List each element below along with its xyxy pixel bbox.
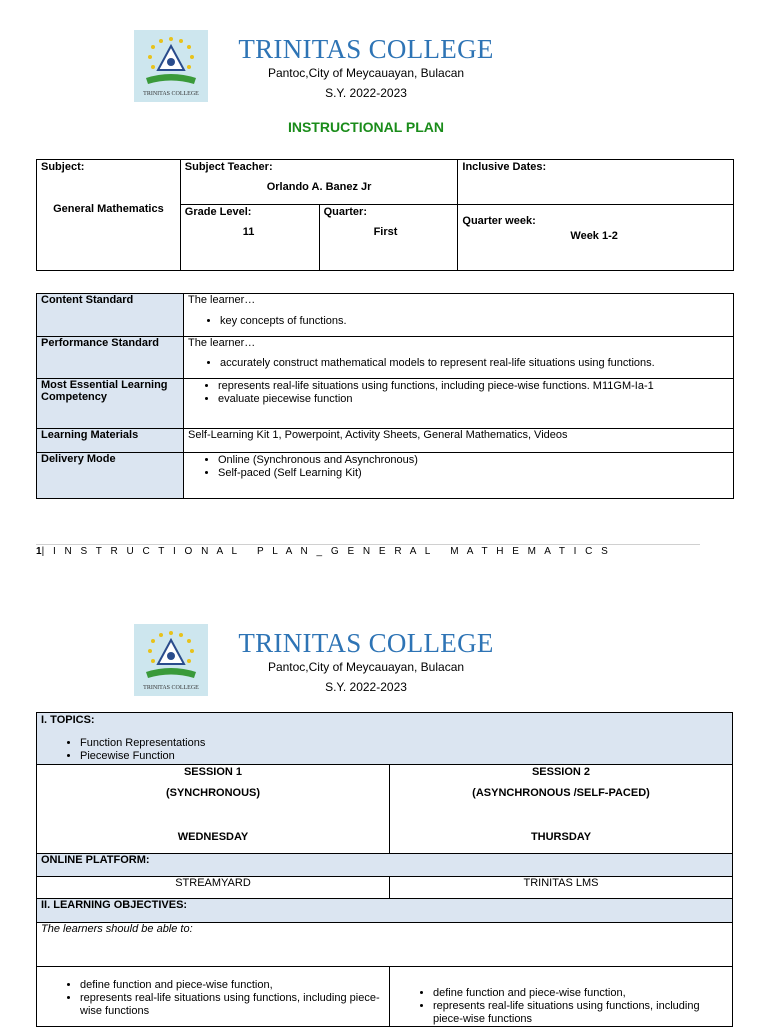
list-item: • evaluate piecewise function — [218, 393, 729, 406]
melc-label: Most Essential Learning Competency — [37, 379, 184, 429]
plan-title: INSTRUCTIONAL PLAN — [287, 119, 445, 135]
melc-list — [188, 380, 729, 406]
school-year-2: S.Y. 2022-2023 — [325, 680, 407, 694]
college-address-2: Pantoc,City of Meycauayan, Bulacan — [267, 660, 465, 674]
performance-standard-intro: The learner… — [188, 337, 256, 349]
logo-text: TRINITAS COLLEGE — [143, 91, 199, 97]
footer-text: | I N S T R U C T I O N A L P L A N _ G E N E R A L M A T H E M A T I C S — [41, 546, 611, 557]
list-item: • key concepts of functions. — [220, 315, 729, 328]
teacher-value: Orlando A. Banez Jr — [266, 181, 372, 193]
subject-value: General Mathematics — [53, 203, 164, 215]
list-item: • Function Representations — [80, 737, 728, 750]
footer-divider — [36, 544, 700, 545]
quarter-label: Quarter: — [323, 206, 367, 218]
delivery-cell — [184, 453, 734, 499]
objectives2-list — [394, 987, 728, 1026]
week-cell — [458, 205, 734, 271]
session1-type: (SYNCHRONOUS) — [165, 787, 261, 799]
teacher-cell — [180, 160, 458, 205]
school-year: S.Y. 2022-2023 — [325, 86, 407, 100]
subject-label: Subject: — [41, 161, 85, 173]
session1-cell — [37, 765, 390, 854]
college-name-2: TRINITAS COLLEGE — [238, 628, 494, 658]
list-item: • represents real-life situations using functions, including piece-wise functions — [80, 992, 385, 1018]
subject-cell — [37, 160, 181, 271]
session2-day: THURSDAY — [530, 831, 592, 843]
objectives-intro: The learners should be able to: — [37, 923, 733, 967]
list-item: • represents real-life situations using functions, including piece-wise functions. M11GM-Ia-1 — [218, 380, 729, 393]
content-standard-label: Content Standard — [37, 294, 184, 337]
content-standard-intro: The learner… — [188, 294, 256, 306]
objectives1-cell — [37, 967, 390, 1027]
grade-label: Grade Level: — [184, 206, 252, 218]
delivery-list — [188, 454, 729, 480]
teacher-label: Subject Teacher: — [184, 161, 273, 173]
session1-day: WEDNESDAY — [177, 831, 249, 843]
dates-cell — [458, 160, 734, 205]
session2-cell — [390, 765, 733, 854]
info-table — [36, 159, 734, 271]
platform-label: ONLINE PLATFORM: — [37, 854, 733, 877]
quarter-value: First — [373, 226, 398, 238]
list-item: • represents real-life situations using functions, including piece-wise functions — [433, 1000, 728, 1026]
performance-standard-label: Performance Standard — [37, 337, 184, 379]
college-name: TRINITAS COLLEGE — [238, 34, 494, 64]
performance-standard-list — [188, 357, 729, 370]
topics-label: I. TOPICS: — [41, 714, 95, 726]
list-item: • define function and piece-wise function, — [433, 987, 728, 1000]
content-standard-cell — [184, 294, 734, 337]
platform2: TRINITAS LMS — [390, 877, 733, 899]
materials-value: Self-Learning Kit 1, Powerpoint, Activity Sheets, General Mathematics, Videos — [184, 429, 734, 453]
dates-label: Inclusive Dates: — [462, 161, 547, 173]
grade-cell — [180, 205, 319, 271]
grade-value: 11 — [242, 226, 255, 238]
delivery-label: Delivery Mode — [37, 453, 184, 499]
college-address: Pantoc,City of Meycauayan, Bulacan — [267, 66, 465, 80]
platform1: STREAMYARD — [37, 877, 390, 899]
list-item: • Online (Synchronous and Asynchronous) — [218, 454, 729, 467]
standards-table — [36, 293, 734, 499]
topics-list — [41, 737, 728, 763]
quarter-cell — [319, 205, 458, 271]
objectives2-cell — [390, 967, 733, 1027]
list-item: • accurately construct mathematical models to represent real-life situations using functions. — [220, 357, 729, 370]
content-standard-list — [188, 315, 729, 328]
week-value: Week 1-2 — [570, 230, 618, 242]
objectives-label: II. LEARNING OBJECTIVES: — [37, 899, 733, 923]
session1-title: SESSION 1 — [183, 766, 243, 778]
week-label: Quarter week: — [462, 215, 536, 227]
objectives1-list — [41, 979, 385, 1018]
list-item: • Self-paced (Self Learning Kit) — [218, 467, 729, 480]
logo-text: TRINITAS COLLEGE — [143, 685, 199, 691]
list-item: • define function and piece-wise function, — [80, 979, 385, 992]
performance-standard-cell — [184, 337, 734, 379]
sessions-table — [36, 712, 733, 1027]
topics-cell — [37, 713, 733, 765]
melc-cell — [184, 379, 734, 429]
session2-type: (ASYNCHRONOUS /SELF-PACED) — [472, 787, 650, 799]
list-item: • Piecewise Function — [80, 750, 728, 763]
session2-title: SESSION 2 — [531, 766, 591, 778]
materials-label: Learning Materials — [37, 429, 184, 453]
page-footer — [36, 546, 611, 557]
page-number: 1 — [36, 546, 42, 557]
